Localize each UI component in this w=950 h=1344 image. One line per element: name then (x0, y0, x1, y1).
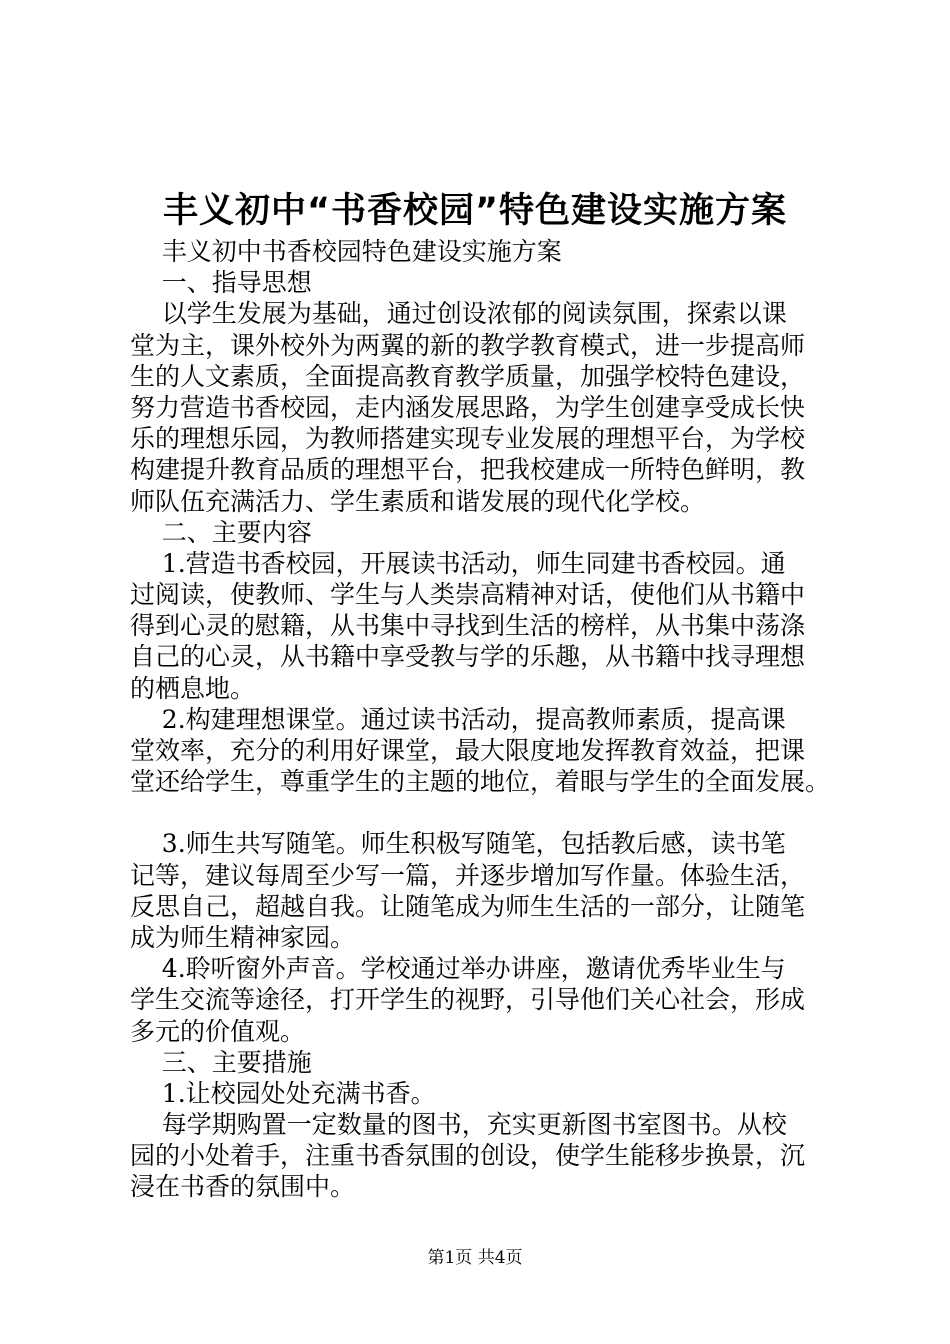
body-line: 以学生发展为基础，通过创设浓郁的阅读氛围，探索以课 (130, 299, 787, 329)
body-line: 自己的心灵，从书籍中享受教与学的乐趣，从书籍中找寻理想 (130, 642, 806, 672)
paragraph-gap (130, 797, 830, 828)
body-line: 2.构建理想课堂。通过读书活动，提高教师素质，提高课 (130, 704, 786, 734)
section-heading: 三、主要措施 (130, 1047, 312, 1077)
body-line: 1.营造书香校园，开展读书活动，师生同建书香校园。通 (130, 548, 786, 578)
body-line: 反思自己，超越自我。让随笔成为师生生活的一部分，让随笔 (130, 891, 806, 921)
body-line: 记等，建议每周至少写一篇，并逐步增加写作量。体验生活， (130, 860, 806, 890)
body-line: 得到心灵的慰籍，从书集中寻找到生活的榜样，从书集中荡涤 (130, 611, 806, 641)
body-line: 生的人文素质，全面提高教育教学质量，加强学校特色建设， (130, 361, 806, 391)
body-line: 多元的价值观。 (130, 1016, 306, 1046)
body-line: 师队伍充满活力、学生素质和谐发展的现代化学校。 (130, 486, 706, 516)
section-heading: 二、主要内容 (130, 517, 312, 547)
body-line: 每学期购置一定数量的图书，充实更新图书室图书。从校 (130, 1110, 787, 1140)
body-line: 4.聆听窗外声音。学校通过举办讲座，邀请优秀毕业生与 (130, 954, 786, 984)
body-line: 3.师生共写随笔。师生积极写随笔，包括教后感，读书笔 (130, 829, 786, 859)
body-line: 过阅读，使教师、学生与人类崇高精神对话，使他们从书籍中 (130, 580, 806, 610)
body-line: 努力营造书香校园，走内涵发展思路，为学生创建享受成长快 (130, 392, 806, 422)
section-heading: 一、指导思想 (130, 268, 312, 298)
body-line: 成为师生精神家园。 (130, 922, 356, 952)
document-body (130, 236, 830, 1203)
body-line: 堂效率，充分的利用好课堂，最大限度地发挥教育效益，把课 (130, 736, 806, 765)
body-line: 丰义初中书香校园特色建设实施方案 (130, 237, 562, 266)
body-line: 1.让校园处处充满书香。 (130, 1078, 436, 1108)
body-line: 堂为主，课外校外为两翼的新的教学教育模式，进一步提高师 (130, 330, 806, 360)
document-title: 丰义初中“书香校园”特色建设实施方案 (162, 191, 787, 231)
page-footer: 第1页 共4页 (427, 1248, 523, 1268)
body-line: 浸在书香的氛围中。 (130, 1172, 356, 1202)
body-line: 学生交流等途径，打开学生的视野，引导他们关心社会，形成 (130, 985, 806, 1015)
body-line: 园的小处着手，注重书香氛围的创设，使学生能移步换景，沉 (130, 1141, 806, 1171)
body-line: 乐的理想乐园，为教师搭建实现专业发展的理想平台，为学校 (130, 424, 806, 454)
body-line: 构建提升教育品质的理想平台，把我校建成一所特色鲜明，教 (130, 455, 806, 485)
body-line: 堂还给学生，尊重学生的主题的地位，着眼与学生的全面发展。 (130, 767, 831, 797)
body-line: 的栖息地。 (130, 673, 256, 703)
